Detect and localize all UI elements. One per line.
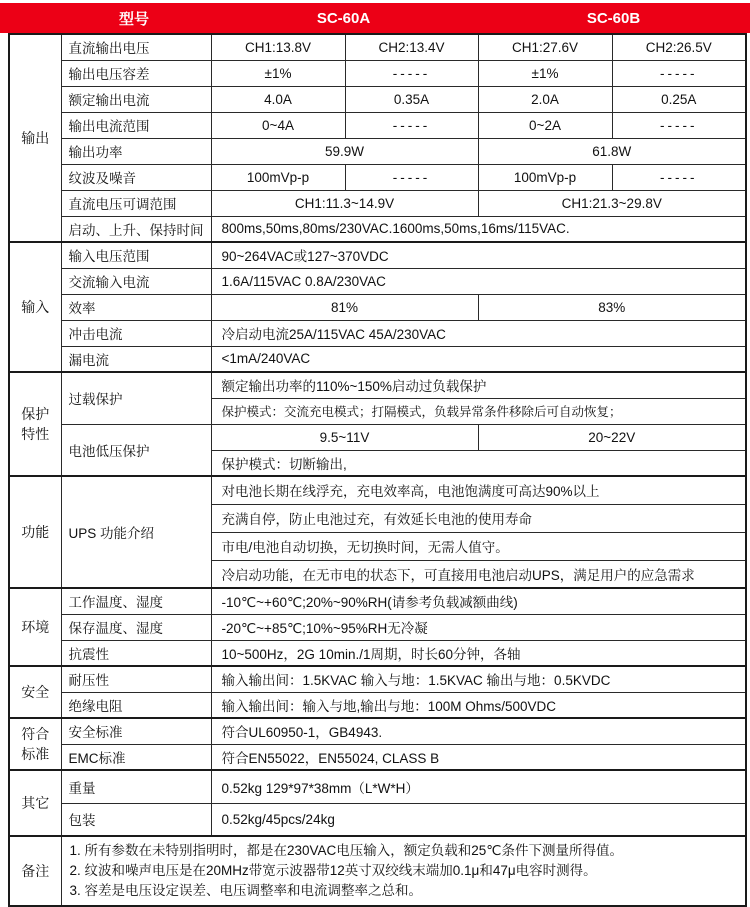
value-ups-line1: 对电池长期在线浮充，充电效率高，电池饱满度可高达90%以上	[211, 476, 746, 504]
row-label-battery-low: 电池低压保护	[61, 424, 211, 476]
table-row	[9, 216, 746, 242]
value-tolerance-a1: ±1%	[211, 60, 345, 86]
row-label-packing: 包装	[61, 803, 211, 836]
header-model-column: 型号	[118, 10, 149, 28]
value-power-a: 59.9W	[211, 138, 478, 164]
value-rated-current-b1: 2.0A	[478, 86, 612, 112]
value-ripple-b1: 100mVp-p	[478, 164, 612, 190]
row-label-ac-current: 交流输入电流	[61, 268, 211, 294]
value-leakage: <1mA/240VAC	[211, 346, 746, 372]
category-input: 输入	[9, 242, 61, 372]
value-ups-line2: 充满自停，防止电池过充，有效延长电池的使用寿命	[211, 504, 746, 532]
table-row	[9, 294, 746, 320]
table-row	[9, 588, 746, 614]
value-tolerance-b1: ±1%	[478, 60, 612, 86]
value-efficiency-b: 83%	[478, 294, 746, 320]
value-insulation: 输入输出间：输入与地,输出与地：100M Ohms/500VDC	[211, 692, 746, 718]
value-power-b: 61.8W	[478, 138, 746, 164]
table-row	[9, 692, 746, 718]
category-output: 输出	[9, 34, 61, 242]
value-overload-line1: 额定输出功率的110%~150%启动过负载保护	[211, 372, 746, 398]
value-rated-current-b2: 0.25A	[612, 86, 746, 112]
value-inrush: 冷启动电流25A/115VAC 45A/230VAC	[211, 320, 746, 346]
row-label-storage-temp: 保存温度、湿度	[61, 614, 211, 640]
value-vibration: 10~500Hz，2G 10min./1周期，时长60分钟，各轴	[211, 640, 746, 666]
value-ac-current: 1.6A/115VAC 0.8A/230VAC	[211, 268, 746, 294]
remarks-content	[61, 836, 746, 906]
value-battery-low-b: 20~22V	[478, 424, 746, 450]
table-header	[0, 3, 750, 33]
remark-line-1: 1. 所有参数在未特别指明时，都是在230VAC电压输入，额定负载和25℃条件下测量所得值。	[69, 843, 623, 858]
row-label-working-temp: 工作温度、湿度	[61, 588, 211, 614]
row-label-safety-standard: 安全标准	[61, 718, 211, 744]
category-standards: 符合标准	[9, 718, 61, 770]
value-tolerance-a2: -----	[345, 60, 478, 86]
value-tolerance-b2: -----	[612, 60, 746, 86]
row-label-rated-current: 额定输出电流	[61, 86, 211, 112]
category-safety: 安全	[9, 666, 61, 718]
table-row	[9, 86, 746, 112]
value-packing: 0.52kg/45pcs/24kg	[211, 803, 746, 836]
value-battery-low-mode: 保护模式：切断输出,	[211, 450, 746, 476]
value-working-temp: -10℃~+60℃;20%~90%RH(请参考负载减额曲线)	[211, 588, 746, 614]
value-voltage-range: 90~264VAC或127~370VDC	[211, 242, 746, 268]
value-adj-range-b: CH1:21.3~29.8V	[478, 190, 746, 216]
row-label-weight: 重量	[61, 770, 211, 803]
value-current-range-b1: 0~2A	[478, 112, 612, 138]
table-row	[9, 614, 746, 640]
spec-table	[8, 33, 747, 907]
value-dc-voltage-b1: CH1:27.6V	[478, 34, 612, 60]
value-storage-temp: -20℃~+85℃;10%~95%RH无冷凝	[211, 614, 746, 640]
value-current-range-b2: -----	[612, 112, 746, 138]
value-weight: 0.52kg 129*97*38mm（L*W*H）	[211, 770, 746, 803]
value-rated-current-a2: 0.35A	[345, 86, 478, 112]
table-row	[9, 770, 746, 803]
value-dc-voltage-a2: CH2:13.4V	[345, 34, 478, 60]
value-ripple-a1: 100mVp-p	[211, 164, 345, 190]
row-label-dc-voltage: 直流输出电压	[61, 34, 211, 60]
table-row	[9, 836, 746, 906]
value-ups-line4: 冷启动功能，在无市电的状态下，可直接用电池启动UPS，满足用户的应急需求	[211, 560, 746, 588]
value-timing: 800ms,50ms,80ms/230VAC.1600ms,50ms,16ms/115VAC.	[211, 216, 746, 242]
value-rated-current-a1: 4.0A	[211, 86, 345, 112]
table-row	[9, 640, 746, 666]
header-model-sc60b: SC-60B	[586, 9, 641, 27]
value-ups-line3: 市电/电池自动切换，无切换时间，无需人值守。	[211, 532, 746, 560]
value-current-range-a2: -----	[345, 112, 478, 138]
table-row	[9, 34, 746, 60]
row-label-timing: 启动、上升、保持时间	[61, 216, 211, 242]
row-label-ripple: 纹波及噪音	[61, 164, 211, 190]
value-safety-standard: 符合UL60950-1，GB4943.	[211, 718, 746, 744]
row-label-power: 输出功率	[61, 138, 211, 164]
table-row	[9, 718, 746, 744]
row-label-withstand: 耐压性	[61, 666, 211, 692]
category-environment: 环境	[9, 588, 61, 666]
row-label-tolerance: 输出电压容差	[61, 60, 211, 86]
table-row	[9, 164, 746, 190]
value-withstand: 输入输出间：1.5KVAC 输入与地：1.5KVAC 输出与地：0.5KVDC	[211, 666, 746, 692]
table-row	[9, 744, 746, 770]
value-ripple-a2: -----	[345, 164, 478, 190]
value-battery-low-a: 9.5~11V	[211, 424, 478, 450]
table-row	[9, 60, 746, 86]
value-dc-voltage-a1: CH1:13.8V	[211, 34, 345, 60]
spec-sheet	[0, 3, 750, 906]
table-row	[9, 268, 746, 294]
value-ripple-b2: -----	[612, 164, 746, 190]
row-label-vibration: 抗震性	[61, 640, 211, 666]
value-emc-standard: 符合EN55022，EN55024, CLASS B	[211, 744, 746, 770]
row-label-inrush: 冲击电流	[61, 320, 211, 346]
row-label-voltage-range: 输入电压范围	[61, 242, 211, 268]
row-label-current-range: 输出电流范围	[61, 112, 211, 138]
value-current-range-a1: 0~4A	[211, 112, 345, 138]
table-row	[9, 320, 746, 346]
category-protection: 保护特性	[9, 372, 61, 476]
table-row	[9, 424, 746, 450]
row-label-insulation: 绝缘电阻	[61, 692, 211, 718]
table-row	[9, 112, 746, 138]
value-efficiency-a: 81%	[211, 294, 478, 320]
row-label-emc-standard: EMC标准	[61, 744, 211, 770]
table-row	[9, 346, 746, 372]
category-other: 其它	[9, 770, 61, 836]
table-row	[9, 803, 746, 836]
remark-line-3: 3. 容差是电压设定误差、电压调整率和电流调整率之总和。	[69, 883, 423, 898]
category-function: 功能	[9, 476, 61, 588]
row-label-overload: 过载保护	[61, 372, 211, 424]
header-model-sc60a: SC-60A	[316, 9, 371, 27]
row-label-adj-range: 直流电压可调范围	[61, 190, 211, 216]
category-remarks: 备注	[9, 836, 61, 906]
row-label-efficiency: 效率	[61, 294, 211, 320]
value-adj-range-a: CH1:11.3~14.9V	[211, 190, 478, 216]
table-row	[9, 242, 746, 268]
table-row	[9, 476, 746, 504]
value-overload-line2: 保护模式：交流充电模式；打隔模式，负载异常条件移除后可自动恢复；	[211, 398, 746, 424]
table-row	[9, 190, 746, 216]
row-label-leakage: 漏电流	[61, 346, 211, 372]
row-label-ups: UPS 功能介绍	[61, 476, 211, 588]
table-row	[9, 372, 746, 398]
value-dc-voltage-b2: CH2:26.5V	[612, 34, 746, 60]
table-row	[9, 138, 746, 164]
remark-line-2: 2. 纹波和噪声电压是在20MHz带宽示波器带12英寸双绞线末端加0.1μ和47μ电容时测得。	[69, 863, 597, 878]
table-row	[9, 666, 746, 692]
